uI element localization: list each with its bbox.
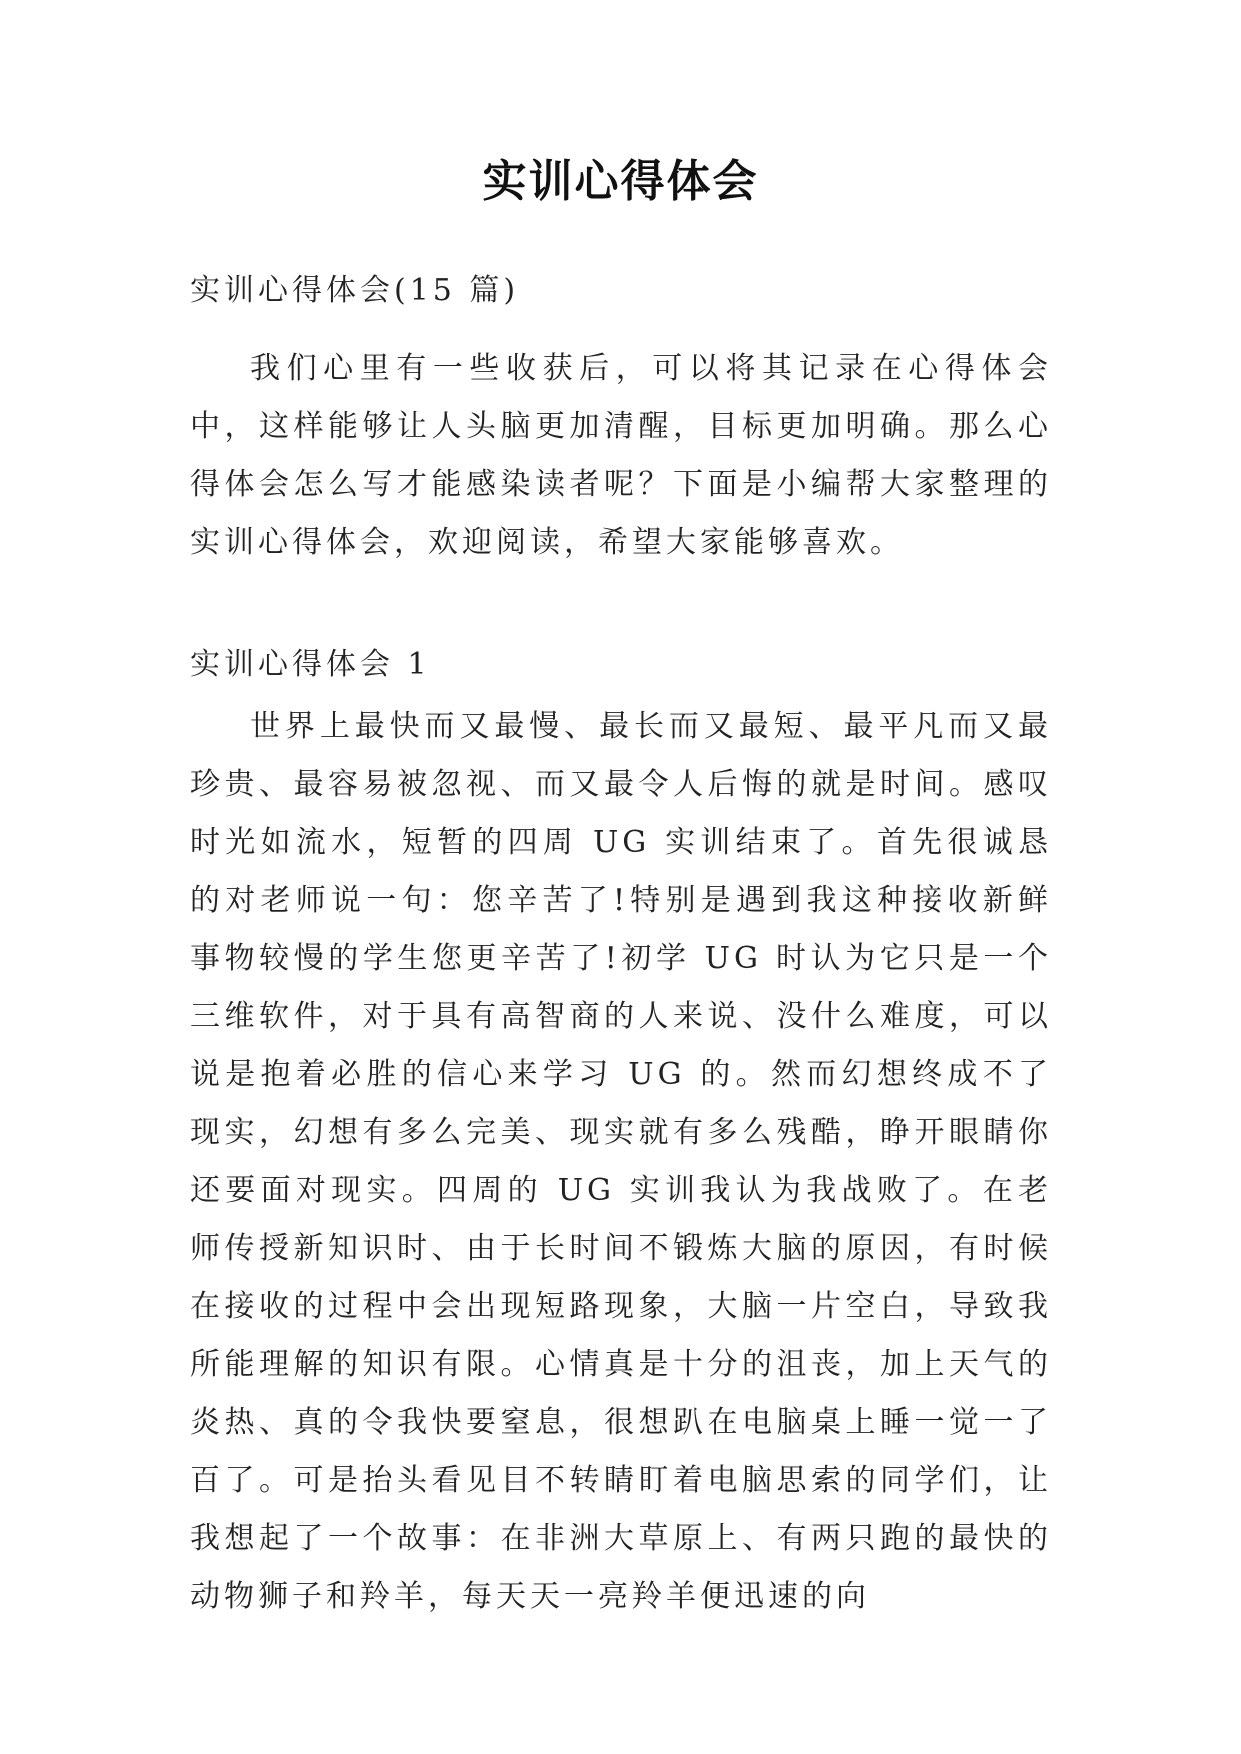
document-subtitle: 实训心得体会(15 篇) [190,273,520,308]
document-title: 实训心得体会 [482,156,759,207]
intro-paragraph: 我们心里有一些收获后，可以将其记录在心得体会中，这样能够让人头脑更加清醒，目标更加明确。那么心得体会怎么写才能感染读者呢？下面是小编帮大家整理的实训心得体会，欢迎阅读，希望大家能够喜欢。 [190,351,1052,560]
section-paragraph-1: 世界上最快而又最慢、最长而又最短、最平凡而又最珍贵、最容易被忽视、而又最令人后悔的就是时间。感叹时光如流水，短暂的四周 UG 实训结束了。首先很诚恳的对老师说一句：您辛苦了!特别是遇到我这种接收新鲜事物较慢的学生您更辛苦了!初学 UG 时认为它只是一个三维软件，对于具有高智商的人来说、没什么难度，可以说是抱着必胜的信心来学习 UG 的。然而幻想终成不了现实，幻想有多么完美、现实就有多么残酷，睁开眼睛你还要面对现实。四周的 UG 实训我认为我战败了。在老师传授新知识时、由于长时间不锻炼大脑的原因，有时候在接收的过程中会出现短路现象，大脑一片空白，导致我所能理解的知识有限。心情真是十分的沮丧，加上天气的炎热、真的令我快要窒息，很想趴在电脑桌上睡一觉一了百了。可是抬头看见目不转睛盯着电脑思索的同学们，让我想起了一个故事：在非洲大草原上、有两只跑的最快的动物狮子和羚羊，每天天一亮羚羊便迅速的向 [190,709,1052,1614]
section-heading-1: 实训心得体会 1 [190,647,431,682]
